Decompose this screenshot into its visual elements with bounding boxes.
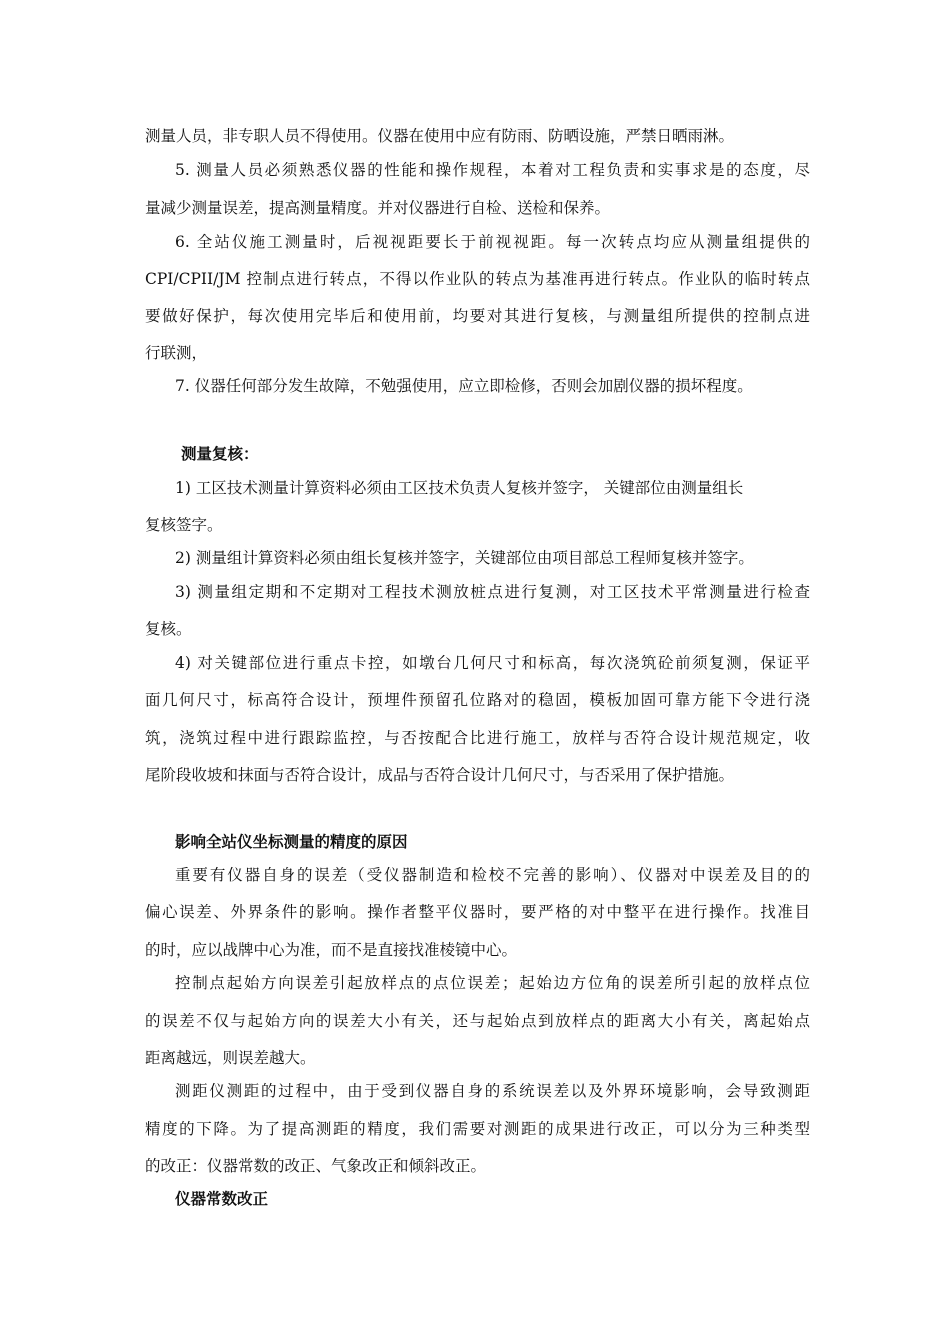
paragraph-line: 尾阶段收坡和抹面与否符合设计，成品与否符合设计几何尺寸，与否采用了保护措施。 (145, 766, 735, 784)
paragraph-line: 的时，应以战牌中心为准，而不是直接找准棱镜中心。 (145, 941, 518, 959)
paragraph-line: 6. 全站仪施工测量时，后视视距要长于前视视距。每一次转点均应从测量组提供的 (175, 233, 810, 251)
paragraph-line: 的改正：仪器常数的改正、气象改正和倾斜改正。 (145, 1157, 487, 1175)
paragraph-line: 复核。 (145, 620, 192, 638)
paragraph-line: 1) 工区技术测量计算资料必须由工区技术负责人复核并签字， 关键部位由测量组长 (175, 479, 744, 497)
paragraph-line: 重要有仪器自身的误差（受仪器制造和检校不完善的影响）、仪器对中误差及目的的 (175, 866, 810, 884)
section-heading: 影响全站仪坐标测量的精度的原因 (175, 833, 408, 851)
paragraph-line: 7. 仪器任何部分发生故障，不勉强使用，应立即检修，否则会加剧仪器的损坏程度。 (175, 377, 753, 395)
section-heading: 仪器常数改正 (175, 1190, 269, 1208)
paragraph-line: CPI/CPII/JM 控制点进行转点，不得以作业队的转点为基准再进行转点。作业队的临时转点 (145, 270, 810, 288)
paragraph-line: 距离越远，则误差越大。 (145, 1049, 316, 1067)
paragraph-line: 控制点起始方向误差引起放样点的点位误差；起始边方位角的误差所引起的放样点位 (175, 974, 810, 992)
section-heading: 测量复核： (181, 445, 259, 463)
paragraph-line: 2) 测量组计算资料必须由组长复核并签字，关键部位由项目部总工程师复核并签字。 (175, 549, 754, 567)
paragraph-line: 偏心误差、外界条件的影响。操作者整平仪器时，要严格的对中整平在进行操作。找准目 (145, 903, 810, 921)
paragraph-line: 筑，浇筑过程中进行跟踪监控，与否按配合比进行施工，放样与否符合设计规范规定，收 (145, 729, 810, 747)
paragraph-line: 4) 对关键部位进行重点卡控，如墩台几何尺寸和标高，每次浇筑砼前须复测，保证平 (175, 654, 810, 672)
paragraph-line: 量减少测量误差，提高测量精度。并对仪器进行自检、送检和保养。 (145, 199, 611, 217)
paragraph-line: 测距仪测距的过程中，由于受到仪器自身的系统误差以及外界环境影响，会导致测距 (175, 1082, 810, 1100)
paragraph-line: 3) 测量组定期和不定期对工程技术测放桩点进行复测，对工区技术平常测量进行检查 (175, 583, 810, 601)
paragraph-line: 5. 测量人员必须熟悉仪器的性能和操作规程，本着对工程负责和实事求是的态度，尽 (175, 161, 810, 179)
paragraph-line: 复核签字。 (145, 516, 223, 534)
paragraph-line: 的误差不仅与起始方向的误差大小有关，还与起始点到放样点的距离大小有关，离起始点 (145, 1012, 810, 1030)
paragraph-line: 测量人员，非专职人员不得使用。仪器在使用中应有防雨、防晒设施，严禁日晒雨淋。 (145, 127, 735, 145)
paragraph-line: 精度的下降。为了提高测距的精度，我们需要对测距的成果进行改正，可以分为三种类型 (145, 1120, 810, 1138)
paragraph-line: 面几何尺寸，标高符合设计，预埋件预留孔位路对的稳固，模板加固可靠方能下令进行浇 (145, 691, 810, 709)
paragraph-line: 要做好保护，每次使用完毕后和使用前，均要对其进行复核，与测量组所提供的控制点进 (145, 307, 810, 325)
paragraph-line: 行联测， (145, 344, 208, 362)
